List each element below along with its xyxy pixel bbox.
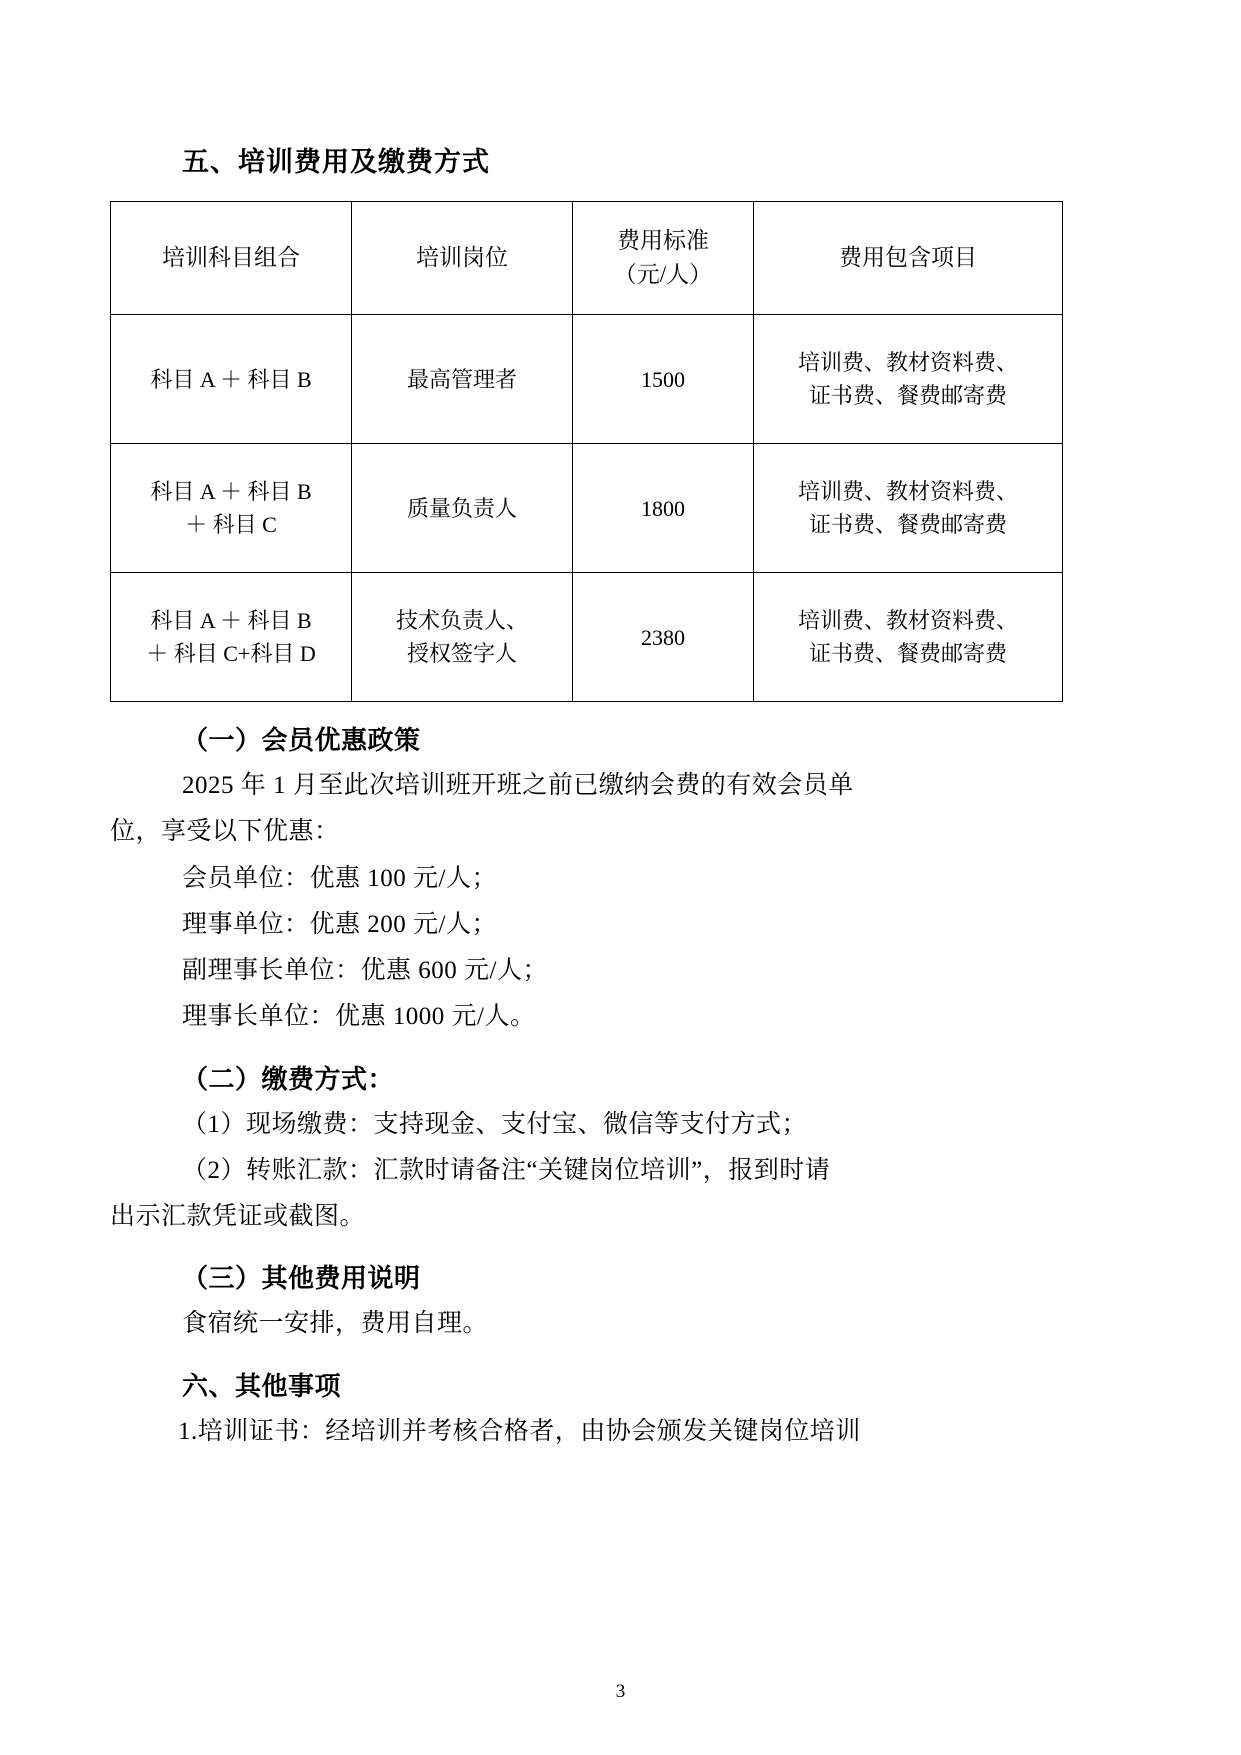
includes-line1: 培训费、教材资料费、 (797, 350, 1018, 375)
member-policy-section (110, 720, 1131, 1041)
member-policy-item-3: 副理事长单位：优惠 600 元/人； (182, 957, 548, 984)
table-row (111, 315, 1063, 444)
cell-fee: 2380 (573, 573, 754, 702)
cell-position (352, 444, 573, 573)
member-policy-item-4: 理事长单位：优惠 1000 元/人。 (182, 1003, 536, 1031)
combo-line1: 科目 A ＋ 科目 B (150, 479, 312, 504)
includes-line1: 培训费、教材资料费、 (797, 479, 1018, 504)
member-policy-item-2: 理事单位：优惠 200 元/人； (182, 910, 497, 938)
header-fee-line1: 费用标准 (617, 227, 709, 253)
combo-line2: ＋ 科目 C (185, 512, 277, 537)
cell-combo (111, 315, 352, 444)
combo-line2: ＋ 科目 C+科目 D (146, 641, 316, 666)
cell-position (352, 573, 573, 702)
member-policy-item-1: 会员单位：优惠 100 元/人； (182, 864, 497, 892)
fee-table-header (111, 202, 1063, 315)
table-header-row (111, 202, 1063, 315)
section-six-heading: 六、其他事项 (182, 1371, 342, 1402)
other-fees-text: 食宿统一安排，费用自理。 (182, 1310, 489, 1338)
section-six-item-1: 1.培训证书：经培训并考核合格者，由协会颁发关键岗位培训 (178, 1417, 861, 1445)
position-line1: 最高管理者 (406, 366, 517, 392)
combo-line1: 科目 A ＋ 科目 B (150, 366, 312, 392)
includes-line2: 证书费、餐费邮寄费 (808, 512, 1007, 537)
payment-method-item-2-line2: 出示汇款凭证或截图。 (110, 1203, 366, 1230)
fee-table-body (111, 315, 1063, 702)
includes-line2: 证书费、餐费邮寄费 (808, 383, 1007, 408)
section-six (110, 1366, 1131, 1455)
includes-line1: 培训费、教材资料费、 (797, 608, 1018, 633)
cell-position (352, 315, 573, 444)
header-cell-position: 培训岗位 (352, 202, 573, 315)
includes-line2: 证书费、餐费邮寄费 (808, 641, 1007, 666)
header-fee-line2: （元/人） (613, 262, 713, 287)
member-policy-paragraph-line1: 2025 年 1 月至此次培训班开班之前已缴纳会费的有效会员单 (182, 772, 854, 799)
page-number: 3 (615, 1681, 626, 1702)
cell-includes (754, 315, 1063, 444)
header-cell-fee (573, 202, 754, 315)
cell-fee: 1500 (573, 315, 754, 444)
section-five-heading: 五、培训费用及缴费方式 (182, 147, 490, 178)
position-line1: 技术负责人、 (395, 608, 528, 633)
fee-table (110, 201, 1063, 702)
table-row (111, 573, 1063, 702)
cell-fee: 1800 (573, 444, 754, 573)
member-policy-heading: （一）会员优惠政策 (182, 726, 421, 756)
position-line1: 质量负责人 (406, 495, 517, 521)
payment-methods-heading: （二）缴费方式： (182, 1064, 395, 1095)
cell-combo (111, 573, 352, 702)
cell-includes (754, 573, 1063, 702)
table-row (111, 444, 1063, 573)
payment-methods-section (110, 1059, 1131, 1241)
position-line2: 授权签字人 (406, 641, 517, 666)
header-cell-combo: 培训科目组合 (111, 202, 352, 315)
other-fees-heading: （三）其他费用说明 (182, 1264, 421, 1295)
payment-method-item-2-line1: （2）转账汇款：汇款时请备注“关键岗位培训”，报到时请 (182, 1156, 831, 1184)
cell-combo (111, 444, 352, 573)
member-policy-paragraph-line2: 位，享受以下优惠： (110, 818, 340, 846)
cell-includes (754, 444, 1063, 573)
combo-line1: 科目 A ＋ 科目 B (150, 608, 312, 633)
header-cell-includes: 费用包含项目 (754, 202, 1063, 315)
payment-method-item-1: （1）现场缴费：支持现金、支付宝、微信等支付方式； (182, 1110, 808, 1138)
other-fees-section (110, 1258, 1131, 1347)
